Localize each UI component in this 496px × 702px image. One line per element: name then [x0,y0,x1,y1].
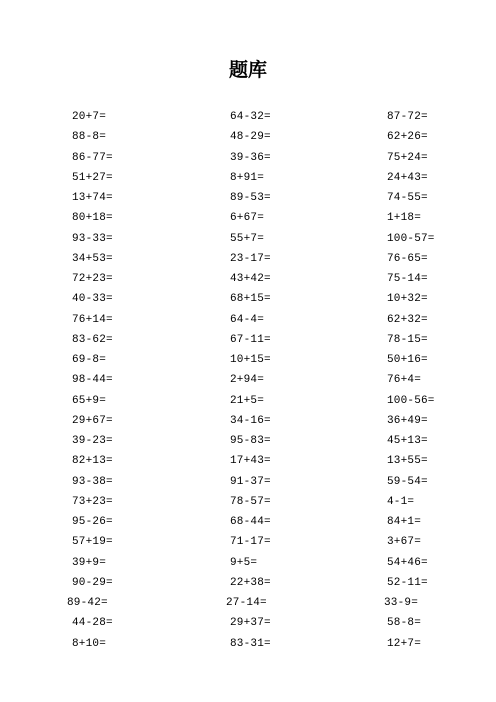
problem-item: 48-29= [230,131,271,144]
problem-item: 39-23= [72,435,113,447]
problem-item: 57+19= [72,536,113,549]
problem-row [0,434,496,454]
problem-row [0,191,496,211]
page-title: 题库 [228,59,267,81]
problem-item: 59-54= [387,475,428,488]
problem-item: 69-8= [72,354,107,366]
problem-item: 89-42= [67,597,108,609]
problem-item: 87-72= [387,111,428,123]
problem-item: 76+4= [387,374,422,387]
problem-item: 39+9= [72,556,107,569]
problem-item: 20+7= [72,111,107,123]
problem-item: 8+10= [72,637,107,650]
problem-item: 8+91= [230,171,265,184]
problem-row [0,292,496,312]
problem-item: 100-57= [387,232,435,245]
problem-row [0,556,496,576]
problem-item: 78-57= [230,495,271,508]
problem-item: 54+46= [387,556,428,569]
problem-item: 24+43= [387,171,428,184]
problem-item: 76+14= [72,313,113,326]
problem-item: 98-44= [72,374,113,387]
problem-row [0,414,496,434]
problem-grid [0,110,496,657]
problem-item: 10+15= [230,354,271,366]
problem-row [0,110,496,130]
problem-item: 29+37= [230,617,271,630]
problem-item: 88-8= [72,131,107,144]
problem-row [0,130,496,150]
problem-item: 27-14= [226,597,267,609]
problem-item: 64-4= [230,313,265,326]
problem-row [0,495,496,515]
problem-item: 73+23= [72,495,113,508]
problem-row [0,596,496,616]
problem-item: 29+67= [72,414,113,427]
problem-item: 13+55= [387,455,428,468]
problem-row [0,394,496,414]
problem-item: 10+32= [387,293,428,306]
problem-row [0,535,496,555]
problem-row [0,475,496,495]
problem-item: 44-28= [72,617,113,630]
problem-item: 3+67= [387,536,422,549]
problem-item: 62+32= [387,313,428,326]
problem-row [0,353,496,373]
problem-item: 90-29= [72,576,113,589]
problem-item: 93-38= [72,475,113,488]
problem-item: 64-32= [230,111,271,123]
problem-item: 84+1= [387,516,422,528]
problem-row [0,252,496,272]
problem-row [0,454,496,474]
problem-item: 34-16= [230,414,271,427]
problem-item: 83-62= [72,333,113,346]
problem-item: 43+42= [230,273,271,285]
problem-item: 17+43= [230,455,271,468]
problem-item: 6+67= [230,212,265,225]
problem-row [0,171,496,191]
problem-row [0,616,496,636]
problem-item: 89-53= [230,192,271,204]
problem-item: 34+53= [72,252,113,265]
problem-item: 22+38= [230,576,271,589]
problem-item: 95-83= [230,435,271,447]
problem-item: 68-44= [230,516,271,528]
problem-item: 45+13= [387,435,428,447]
problem-item: 52-11= [387,576,428,589]
problem-item: 91-37= [230,475,271,488]
problem-item: 86-77= [72,151,113,164]
problem-item: 62+26= [387,131,428,144]
problem-item: 36+49= [387,414,428,427]
problem-row [0,576,496,596]
problem-item: 100-56= [387,394,435,407]
problem-row [0,313,496,333]
problem-item: 33-9= [384,597,419,609]
problem-item: 2+94= [230,374,265,387]
problem-item: 21+5= [230,394,265,407]
problem-row [0,515,496,535]
problem-item: 1+18= [387,212,422,225]
problem-row [0,211,496,231]
problem-row [0,373,496,393]
problem-item: 65+9= [72,394,107,407]
problem-item: 4-1= [387,495,415,508]
problem-item: 9+5= [230,556,258,569]
problem-item: 67-11= [230,333,271,346]
problem-item: 93-33= [72,232,113,245]
problem-item: 51+27= [72,171,113,184]
problem-item: 13+74= [72,192,113,204]
problem-row [0,333,496,353]
problem-item: 75+24= [387,151,428,164]
problem-item: 75-14= [387,273,428,285]
problem-item: 74-55= [387,192,428,204]
problem-item: 76-65= [387,252,428,265]
problem-row [0,272,496,292]
problem-item: 39-36= [230,151,271,164]
problem-row [0,232,496,252]
problem-item: 78-15= [387,333,428,346]
problem-item: 71-17= [230,536,271,549]
problem-item: 72+23= [72,273,113,285]
problem-item: 12+7= [387,637,422,650]
problem-item: 58-8= [387,617,422,630]
problem-item: 23-17= [230,252,271,265]
problem-item: 50+16= [387,354,428,366]
problem-row [0,151,496,171]
problem-row [0,637,496,657]
problem-item: 68+15= [230,293,271,306]
problem-item: 83-31= [230,637,271,650]
problem-item: 95-26= [72,516,113,528]
problem-item: 40-33= [72,293,113,306]
problem-item: 55+7= [230,232,265,245]
problem-item: 82+13= [72,455,113,468]
problem-item: 80+18= [72,212,113,225]
